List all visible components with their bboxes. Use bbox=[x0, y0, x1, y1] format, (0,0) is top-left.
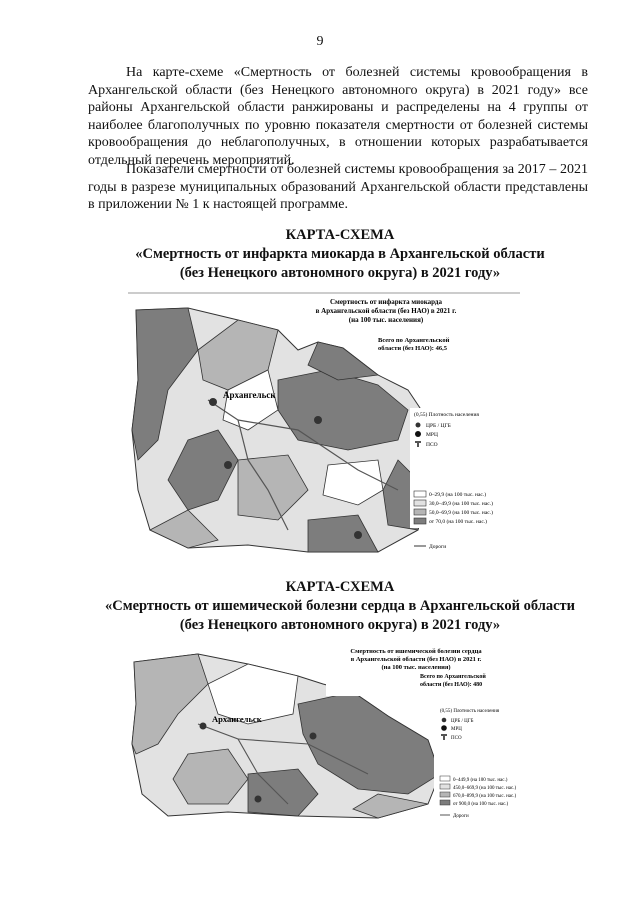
map2-total-1: Всего по Архангельской bbox=[420, 674, 486, 680]
map1-legend-range2: 30,0–49,9 (на 100 тыс. нас.) bbox=[429, 501, 493, 507]
map1-inset-title-1: Смертность от инфаркта миокарда bbox=[330, 298, 442, 306]
map1-total-2: области (без НАО): 46,5 bbox=[378, 345, 447, 352]
page-number: 9 bbox=[316, 34, 324, 49]
map1-legend-roads: Дороги bbox=[429, 544, 447, 550]
map1-title-line2: (без Ненецкого автономного округа) в 2021 году» bbox=[179, 265, 501, 281]
map2-inset-title-2: в Архангельской области (без НАО) в 2021 г. bbox=[350, 656, 482, 663]
map1-legend-range3: 50,0–69,9 (на 100 тыс. нас.) bbox=[429, 510, 493, 516]
map2-legend-pso: ПСО bbox=[451, 736, 462, 741]
map1-total-1: Всего по Архангельской bbox=[378, 337, 450, 344]
map2-inset-title-1: Смертность от ишемической болезни сердца bbox=[350, 648, 482, 655]
map1-title-line1: «Смертность от инфаркта миокарда в Архангельской области bbox=[135, 246, 545, 262]
map2-legend-range1: 0–449,9 (на 100 тыс. нас.) bbox=[453, 778, 508, 783]
map2-inset-title-3: (на 100 тыс. населения) bbox=[381, 664, 451, 671]
map1-heading: КАРТА-СХЕМА bbox=[285, 227, 395, 243]
map2-heading: КАРТА-СХЕМА bbox=[285, 579, 395, 595]
map2-legend-roads: Дороги bbox=[453, 814, 469, 819]
map1-legend-range1: 0–29,9 (на 100 тыс. нас.) bbox=[429, 492, 487, 498]
map2-legend-range2: 450,0–669,9 (на 100 тыс. нас.) bbox=[453, 786, 517, 791]
map1-legend-mrc: МРЦ bbox=[426, 432, 438, 438]
map1-city-label: Архангельск bbox=[223, 390, 276, 400]
map2-image bbox=[128, 644, 548, 822]
map1-legend-population: (0,55) Плотность населения bbox=[414, 412, 479, 418]
map1-heading-block bbox=[60, 226, 620, 283]
map1-image bbox=[128, 290, 520, 562]
map1-inset-title-3: (на 100 тыс. населения) bbox=[348, 316, 424, 324]
map2-total-2: области (без НАО): 480 bbox=[420, 682, 483, 688]
map2-legend-population: (0,55) Плотность населения bbox=[440, 709, 500, 714]
body-paragraph-2: Показатели смертности от болезней системы кровообращения за 2017 – 2021 годы в разрезе муниципальных образований Архангельской области представлены в приложении № 1 к настоящей программе. bbox=[88, 162, 588, 212]
map2-city-label: Архангельск bbox=[212, 714, 262, 724]
map1-legend-crb: ЦРБ / ЦГБ bbox=[426, 423, 451, 429]
map2-heading-block bbox=[60, 578, 620, 635]
map2-title-line1: «Смертность от ишемической болезни сердца в Архангельской области bbox=[104, 598, 576, 614]
map2-legend-mrc: МРЦ bbox=[451, 727, 462, 732]
map2-legend-crb: ЦРБ / ЦГБ bbox=[451, 719, 474, 724]
map1-legend-pso: ПСО bbox=[426, 442, 438, 448]
map2-legend-range4: от 900,0 (на 100 тыс. нас.) bbox=[453, 802, 509, 807]
map2-title-line2: (без Ненецкого автономного округа) в 2021 году» bbox=[179, 617, 501, 633]
map2-legend-range3: 670,0–899,9 (на 100 тыс. нас.) bbox=[453, 794, 517, 799]
map1-legend-range4: от 70,0 (на 100 тыс. нас.) bbox=[429, 519, 487, 525]
map1-inset-title-2: в Архангельской области (без НАО) в 2021 г. bbox=[315, 307, 457, 315]
body-paragraph-1: На карте-схеме «Смертность от болезней системы кровообращения в Архангельской области (без Ненецкого автономного округа) в 2021 году» все районы Архангельской области ранжированы и распределены на 4 группы от наиболее благополучных по уровню показателя смертности от болезней системы кровообращения до неблагополучных, в отношении которых разрабатывается отдельный перечень мероприятий. bbox=[88, 65, 588, 168]
